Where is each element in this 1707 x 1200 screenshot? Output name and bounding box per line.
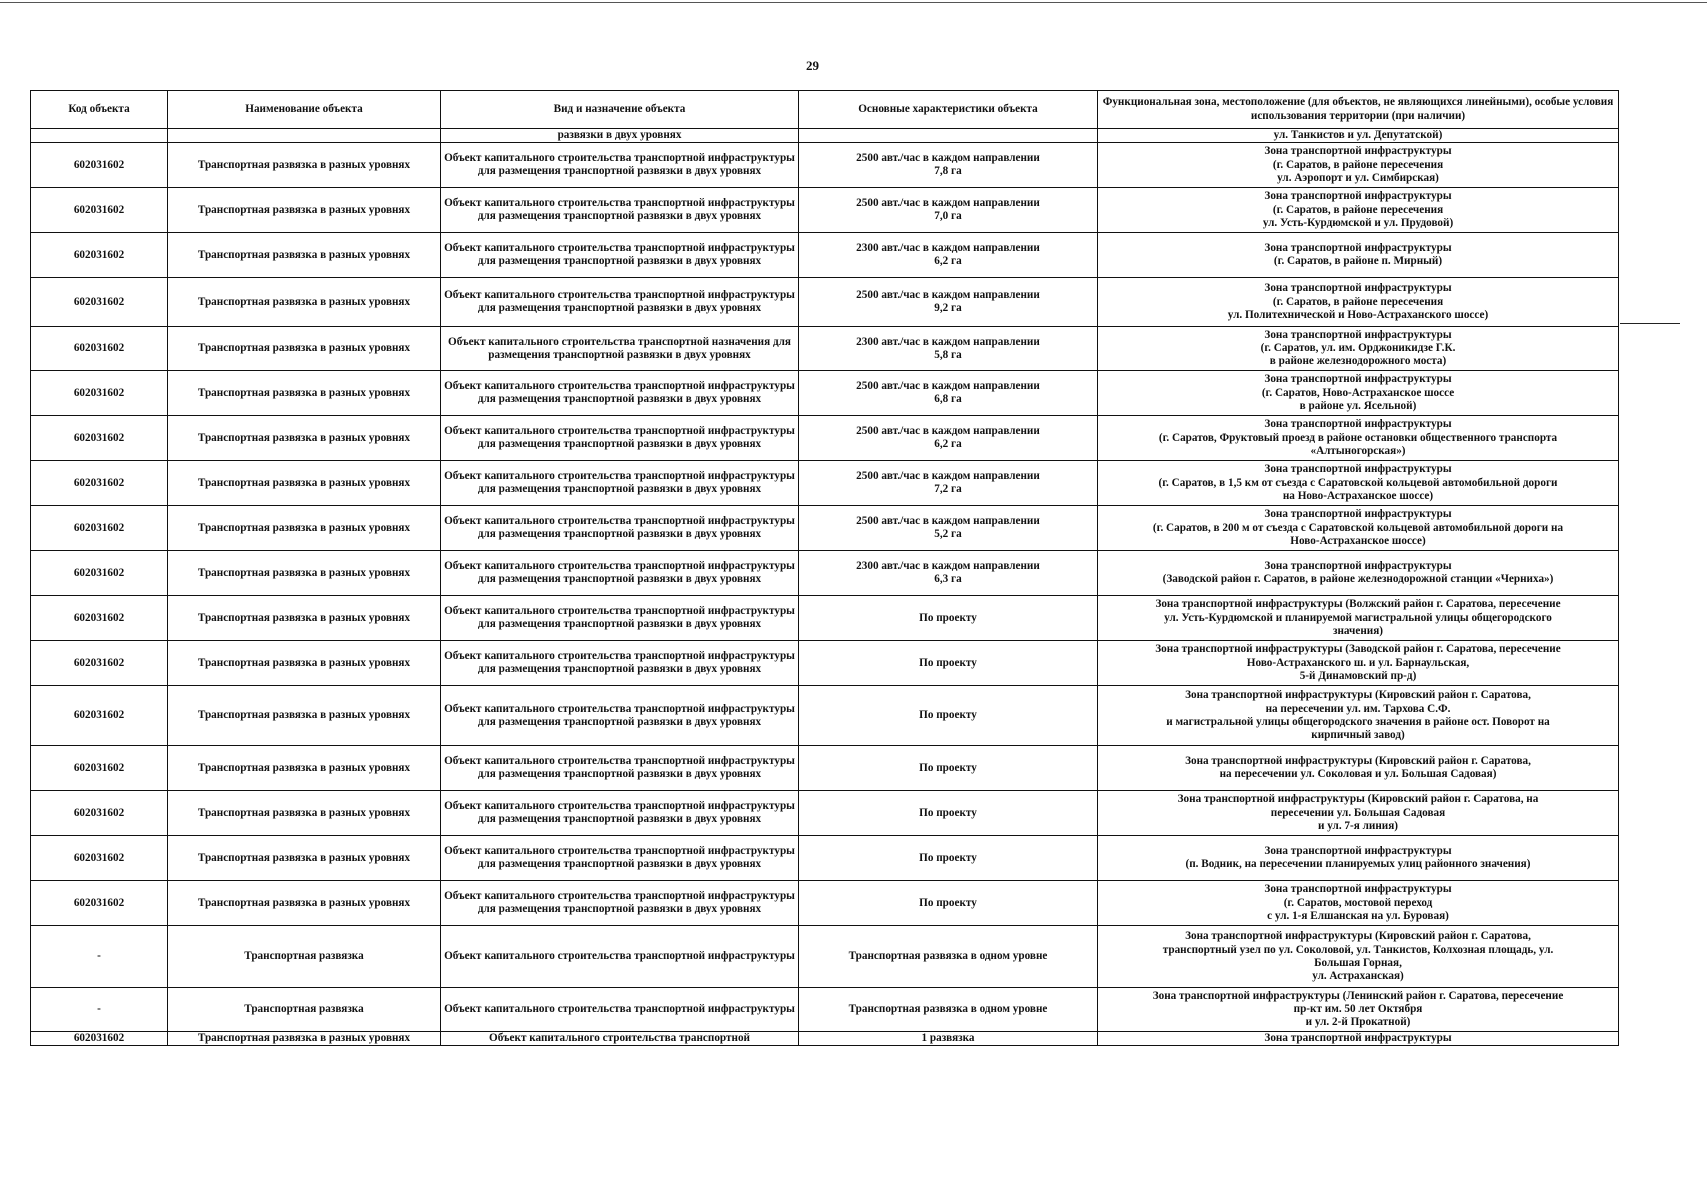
table-body [31,129,1619,1046]
cell-zone: Зона транспортной инфраструктуры (г. Саратов, ул. им. Орджоникидзе Г.К. в районе железнодорожного моста) [1098,327,1619,371]
table-row [31,988,1619,1032]
cell-name: Транспортная развязка в разных уровнях [168,506,441,551]
cell-zone: Зона транспортной инфраструктуры (г. Саратов, мостовой переход с ул. 1-я Елшанская на ул. Буровая) [1098,881,1619,926]
cell-name: Транспортная развязка в разных уровнях [168,143,441,188]
cell-code: 602031602 [31,461,168,506]
cell-characteristics: 2500 авт./час в каждом направлении 9,2 га [799,278,1098,327]
cell-characteristics: По проекту [799,836,1098,881]
cell-name: Транспортная развязка в разных уровнях [168,1032,441,1046]
cell-code: 602031602 [31,746,168,791]
cell-name [168,129,441,143]
cell-purpose: Объект капитального строительства транспортной инфраструктуры для размещения транспортной развязки в двух уровнях [441,791,799,836]
cell-name: Транспортная развязка в разных уровнях [168,188,441,233]
cell-zone: Зона транспортной инфраструктуры (Кировский район г. Саратова, на пересечении ул. им. Тархова С.Ф. и магистральной улицы общегородского значения в районе ост. Поворот на кирпичный завод) [1098,686,1619,746]
cell-code: 602031602 [31,416,168,461]
page-number: 29 [806,58,819,73]
scan-artifact [0,2,1707,3]
cell-characteristics: 1 развязка [799,1032,1098,1046]
cell-purpose: Объект капитального строительства транспортной инфраструктуры для размещения транспортной развязки в двух уровнях [441,371,799,416]
objects-table [30,90,1619,1046]
table-header [31,91,1619,129]
cell-code: 602031602 [31,791,168,836]
cell-zone: Зона транспортной инфраструктуры (Волжский район г. Саратова, пересечение ул. Усть-Курдюмской и планируемой магистральной улицы общегородского значения) [1098,596,1619,641]
cell-name: Транспортная развязка в разных уровнях [168,791,441,836]
cell-zone: ул. Танкистов и ул. Депутатской) [1098,129,1619,143]
cell-name: Транспортная развязка в разных уровнях [168,233,441,278]
scan-artifact [1620,323,1680,324]
cell-zone: Зона транспортной инфраструктуры (Кировский район г. Саратова, транспортный узел по ул. Соколовой, ул. Танкистов, Колхозная площадь, ул. Большая Горная, ул. Астраханская) [1098,926,1619,988]
table-row [31,143,1619,188]
table-row [31,551,1619,596]
cell-purpose: Объект капитального строительства транспортной инфраструктуры для размещения транспортной развязки в двух уровнях [441,596,799,641]
cell-purpose: Объект капитального строительства транспортной инфраструктуры для размещения транспортной развязки в двух уровнях [441,188,799,233]
header-row [31,91,1619,129]
cell-characteristics: 2500 авт./час в каждом направлении 7,0 га [799,188,1098,233]
cell-zone: Зона транспортной инфраструктуры (Заводской район г. Саратова, пересечение Ново-Астраханского ш. и ул. Барнаульская, 5-й Динамовский пр-д) [1098,641,1619,686]
table-row [31,791,1619,836]
cell-zone: Зона транспортной инфраструктуры (г. Саратов, в 200 м от съезда с Саратовской кольцевой автомобильной дороги на Ново-Астраханское шоссе) [1098,506,1619,551]
cell-name: Транспортная развязка [168,988,441,1032]
cell-code: 602031602 [31,188,168,233]
cell-purpose: Объект капитального строительства транспортной инфраструктуры для размещения транспортной развязки в двух уровнях [441,836,799,881]
cell-name: Транспортная развязка в разных уровнях [168,551,441,596]
cell-code: - [31,926,168,988]
cell-name: Транспортная развязка в разных уровнях [168,746,441,791]
cell-code: 602031602 [31,551,168,596]
cell-name: Транспортная развязка в разных уровнях [168,371,441,416]
cell-characteristics: Транспортная развязка в одном уровне [799,926,1098,988]
table-row [31,278,1619,327]
cell-name: Транспортная развязка в разных уровнях [168,596,441,641]
cell-code: 602031602 [31,596,168,641]
cell-characteristics: По проекту [799,686,1098,746]
table-row [31,506,1619,551]
header-purpose: Вид и назначение объекта [441,91,799,129]
cell-code: 602031602 [31,233,168,278]
cell-characteristics: По проекту [799,641,1098,686]
cell-zone: Зона транспортной инфраструктуры (г. Саратов, в районе п. Мирный) [1098,233,1619,278]
table-row [31,371,1619,416]
cell-name: Транспортная развязка в разных уровнях [168,416,441,461]
cell-purpose: Объект капитального строительства транспортной [441,1032,799,1046]
cell-purpose: Объект капитального строительства транспортной назначения для размещения транспортной развязки в двух уровнях [441,327,799,371]
cell-zone: Зона транспортной инфраструктуры (г. Саратов, Фруктовый проезд в районе остановки общественного транспорта «Алтыногорская») [1098,416,1619,461]
cell-name: Транспортная развязка в разных уровнях [168,327,441,371]
table-row [31,461,1619,506]
cell-code: 602031602 [31,641,168,686]
cell-code: 602031602 [31,371,168,416]
cell-characteristics: 2500 авт./час в каждом направлении 7,2 га [799,461,1098,506]
table-row [31,641,1619,686]
cell-characteristics: 2300 авт./час в каждом направлении 6,2 га [799,233,1098,278]
cell-code: 602031602 [31,881,168,926]
header-code: Код объекта [31,91,168,129]
cell-code: 602031602 [31,686,168,746]
cell-zone: Зона транспортной инфраструктуры (г. Саратов, в 1,5 км от съезда с Саратовской кольцевой автомобильной дороги на Ново-Астраханское шоссе) [1098,461,1619,506]
cell-characteristics: 2500 авт./час в каждом направлении 7,8 га [799,143,1098,188]
cell-name: Транспортная развязка в разных уровнях [168,686,441,746]
cell-characteristics: 2300 авт./час в каждом направлении 5,8 га [799,327,1098,371]
cell-purpose: Объект капитального строительства транспортной инфраструктуры [441,988,799,1032]
cell-zone: Зона транспортной инфраструктуры (г. Саратов, в районе пересечения ул. Политехнической и Ново-Астраханского шоссе) [1098,278,1619,327]
cell-name: Транспортная развязка в разных уровнях [168,278,441,327]
continuation-row [31,129,1619,143]
cell-characteristics: По проекту [799,791,1098,836]
cell-purpose: Объект капитального строительства транспортной инфраструктуры для размещения транспортной развязки в двух уровнях [441,686,799,746]
cell-purpose: Объект капитального строительства транспортной инфраструктуры для размещения транспортной развязки в двух уровнях [441,416,799,461]
table-row [31,686,1619,746]
cell-code [31,129,168,143]
table-row [31,596,1619,641]
cell-code: 602031602 [31,278,168,327]
cell-code: 602031602 [31,327,168,371]
header-characteristics: Основные характеристики объекта [799,91,1098,129]
cell-characteristics: По проекту [799,746,1098,791]
cell-zone: Зона транспортной инфраструктуры (г. Саратов, в районе пересечения ул. Аэропорт и ул. Симбирская) [1098,143,1619,188]
cell-name: Транспортная развязка в разных уровнях [168,881,441,926]
cell-zone: Зона транспортной инфраструктуры (Кировский район г. Саратова, на пересечении ул. Соколовая и ул. Большая Садовая) [1098,746,1619,791]
cell-purpose: Объект капитального строительства транспортной инфраструктуры [441,926,799,988]
cell-characteristics: Транспортная развязка в одном уровне [799,988,1098,1032]
cell-characteristics: По проекту [799,596,1098,641]
table-row [31,836,1619,881]
cell-purpose: Объект капитального строительства транспортной инфраструктуры для размещения транспортной развязки в двух уровнях [441,746,799,791]
cell-zone: Зона транспортной инфраструктуры (Кировский район г. Саратова, на пересечении ул. Большая Садовая и ул. 7-я линия) [1098,791,1619,836]
cell-characteristics [799,129,1098,143]
cell-characteristics: 2500 авт./час в каждом направлении 5,2 га [799,506,1098,551]
table-row [31,881,1619,926]
table-row [31,233,1619,278]
cell-purpose: Объект капитального строительства транспортной инфраструктуры для размещения транспортной развязки в двух уровнях [441,506,799,551]
cell-purpose: Объект капитального строительства транспортной инфраструктуры для размещения транспортной развязки в двух уровнях [441,143,799,188]
cell-purpose: Объект капитального строительства транспортной инфраструктуры для размещения транспортной развязки в двух уровнях [441,881,799,926]
cell-code: - [31,988,168,1032]
cell-zone: Зона транспортной инфраструктуры (Ленинский район г. Саратова, пересечение пр-кт им. 50 лет Октября и ул. 2-й Прокатной) [1098,988,1619,1032]
cell-characteristics: По проекту [799,881,1098,926]
cell-zone: Зона транспортной инфраструктуры [1098,1032,1619,1046]
table-row [31,327,1619,371]
table-row [31,746,1619,791]
cell-characteristics: 2500 авт./час в каждом направлении 6,2 га [799,416,1098,461]
cell-characteristics: 2500 авт./час в каждом направлении 6,8 га [799,371,1098,416]
cell-zone: Зона транспортной инфраструктуры (г. Саратов, в районе пересечения ул. Усть-Курдюмской и ул. Прудовой) [1098,188,1619,233]
cell-purpose: Объект капитального строительства транспортной инфраструктуры для размещения транспортной развязки в двух уровнях [441,551,799,596]
cell-code: 602031602 [31,143,168,188]
cell-zone: Зона транспортной инфраструктуры (Заводской район г. Саратов, в районе железнодорожной станции «Черниха») [1098,551,1619,596]
cell-name: Транспортная развязка в разных уровнях [168,461,441,506]
cell-zone: Зона транспортной инфраструктуры (г. Саратов, Ново-Астраханское шоссе в районе ул. Ясельной) [1098,371,1619,416]
cell-purpose: Объект капитального строительства транспортной инфраструктуры для размещения транспортной развязки в двух уровнях [441,641,799,686]
header-zone: Функциональная зона, местоположение (для объектов, не являющихся линейными), особые условия использования территории (при наличии) [1098,91,1619,129]
table-row [31,1032,1619,1046]
cell-zone: Зона транспортной инфраструктуры (п. Водник, на пересечении планируемых улиц районного значения) [1098,836,1619,881]
cell-name: Транспортная развязка [168,926,441,988]
cell-name: Транспортная развязка в разных уровнях [168,641,441,686]
cell-purpose: Объект капитального строительства транспортной инфраструктуры для размещения транспортной развязки в двух уровнях [441,461,799,506]
table-row [31,416,1619,461]
cell-purpose: Объект капитального строительства транспортной инфраструктуры для размещения транспортной развязки в двух уровнях [441,278,799,327]
table-row [31,926,1619,988]
cell-code: 602031602 [31,506,168,551]
cell-purpose: Объект капитального строительства транспортной инфраструктуры для размещения транспортной развязки в двух уровнях [441,233,799,278]
cell-purpose: развязки в двух уровнях [441,129,799,143]
cell-code: 602031602 [31,1032,168,1046]
cell-name: Транспортная развязка в разных уровнях [168,836,441,881]
cell-characteristics: 2300 авт./час в каждом направлении 6,3 га [799,551,1098,596]
table-row [31,188,1619,233]
cell-code: 602031602 [31,836,168,881]
header-name: Наименование объекта [168,91,441,129]
